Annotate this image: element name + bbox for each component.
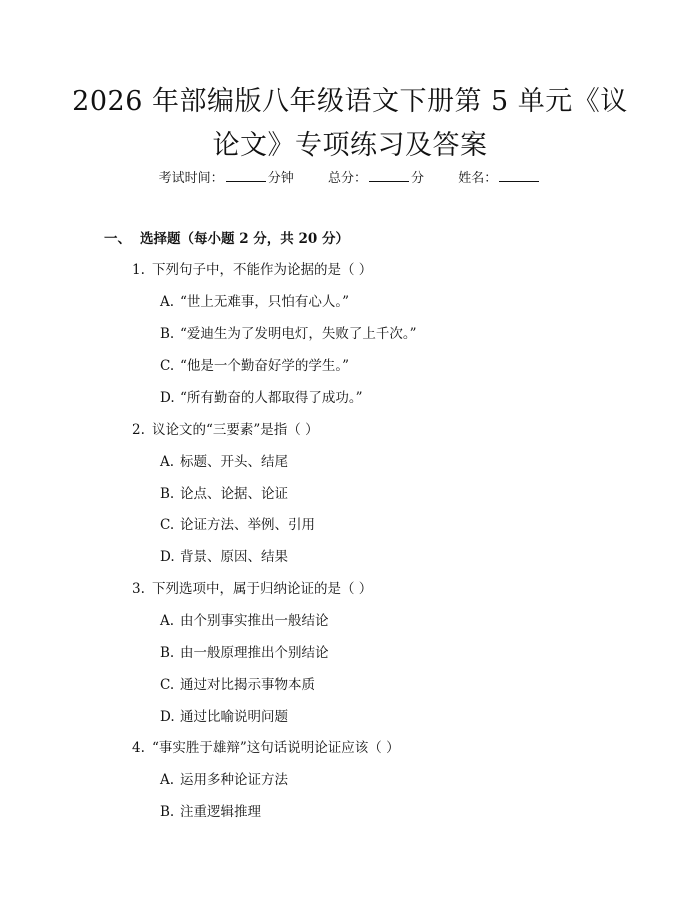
- page-title-line-1: 2026 年部编版八年级语文下册第 5 单元《议: [72, 86, 628, 117]
- question-1-option-c: [160, 356, 349, 376]
- option-letter: B.: [160, 486, 175, 502]
- question-2-option-d: [160, 547, 288, 567]
- option-letter: B.: [160, 645, 175, 661]
- question-1-option-b: [160, 324, 417, 344]
- option-letter: A.: [160, 772, 175, 788]
- score-label: 总分：: [327, 171, 367, 186]
- option-letter: D.: [160, 709, 175, 725]
- score-unit: 分: [411, 171, 425, 186]
- question-2-option-c: [160, 515, 315, 535]
- question-4: [132, 738, 400, 758]
- section-number: 一、: [104, 231, 131, 247]
- option-letter: C.: [160, 677, 175, 693]
- question-2: [132, 420, 319, 440]
- option-letter: D.: [160, 390, 175, 406]
- option-text: “爱迪生为了发明电灯，失败了上千次。”: [180, 326, 417, 342]
- question-1: [132, 260, 372, 280]
- option-letter: B.: [160, 326, 175, 342]
- question-text: 下列句子中，不能作为论据的是（ ）: [152, 262, 373, 278]
- question-3: [132, 579, 372, 599]
- option-letter: A.: [160, 454, 175, 470]
- option-text: 背景、原因、结果: [180, 549, 288, 565]
- question-number: 3.: [132, 581, 145, 597]
- option-letter: C.: [160, 358, 175, 374]
- option-letter: C.: [160, 517, 175, 533]
- question-3-option-a: [160, 611, 329, 631]
- exam-info: [0, 167, 700, 189]
- name-label: 姓名：: [458, 171, 498, 186]
- option-letter: D.: [160, 549, 175, 565]
- question-3-option-d: [160, 707, 288, 727]
- question-number: 2.: [132, 422, 145, 438]
- option-text: 通过对比揭示事物本质: [180, 677, 315, 693]
- question-text: 议论文的“三要素”是指（ ）: [152, 422, 319, 438]
- question-1-option-a: [160, 292, 349, 312]
- option-text: 标题、开头、结尾: [180, 454, 288, 470]
- question-2-option-b: [160, 484, 288, 504]
- score-blank: [369, 167, 409, 182]
- option-letter: A.: [160, 294, 175, 310]
- section-heading: [104, 229, 349, 249]
- question-number: 1.: [132, 262, 145, 278]
- option-text: 注重逻辑推理: [180, 804, 261, 820]
- option-text: 论点、论据、论证: [180, 486, 288, 502]
- option-text: “所有勤奋的人都取得了成功。”: [180, 390, 363, 406]
- section-title: 选择题（每小题 2 分，共 20 分）: [140, 231, 349, 247]
- option-text: 由一般原理推出个别结论: [180, 645, 329, 661]
- time-label: 考试时间：: [158, 171, 224, 186]
- question-3-option-b: [160, 643, 329, 663]
- option-text: 通过比喻说明问题: [180, 709, 288, 725]
- question-number: 4.: [132, 740, 145, 756]
- question-text: “事实胜于雄辩”这句话说明论证应该（ ）: [152, 740, 400, 756]
- option-text: “他是一个勤奋好学的学生。”: [180, 358, 350, 374]
- name-blank: [499, 167, 539, 182]
- page-title-line-2: 论文》专项练习及答案: [212, 130, 488, 161]
- question-1-option-d: [160, 388, 363, 408]
- option-letter: A.: [160, 613, 175, 629]
- option-letter: B.: [160, 804, 175, 820]
- option-text: 论证方法、举例、引用: [180, 517, 315, 533]
- option-text: 由个别事实推出一般结论: [180, 613, 329, 629]
- time-blank: [226, 167, 266, 182]
- question-4-option-a: [160, 770, 288, 790]
- question-text: 下列选项中，属于归纳论证的是（ ）: [152, 581, 373, 597]
- question-4-option-b: [160, 802, 261, 822]
- option-text: “世上无难事，只怕有心人。”: [180, 294, 350, 310]
- question-2-option-a: [160, 452, 288, 472]
- option-text: 运用多种论证方法: [180, 772, 288, 788]
- question-3-option-c: [160, 675, 315, 695]
- time-unit: 分钟: [267, 171, 294, 186]
